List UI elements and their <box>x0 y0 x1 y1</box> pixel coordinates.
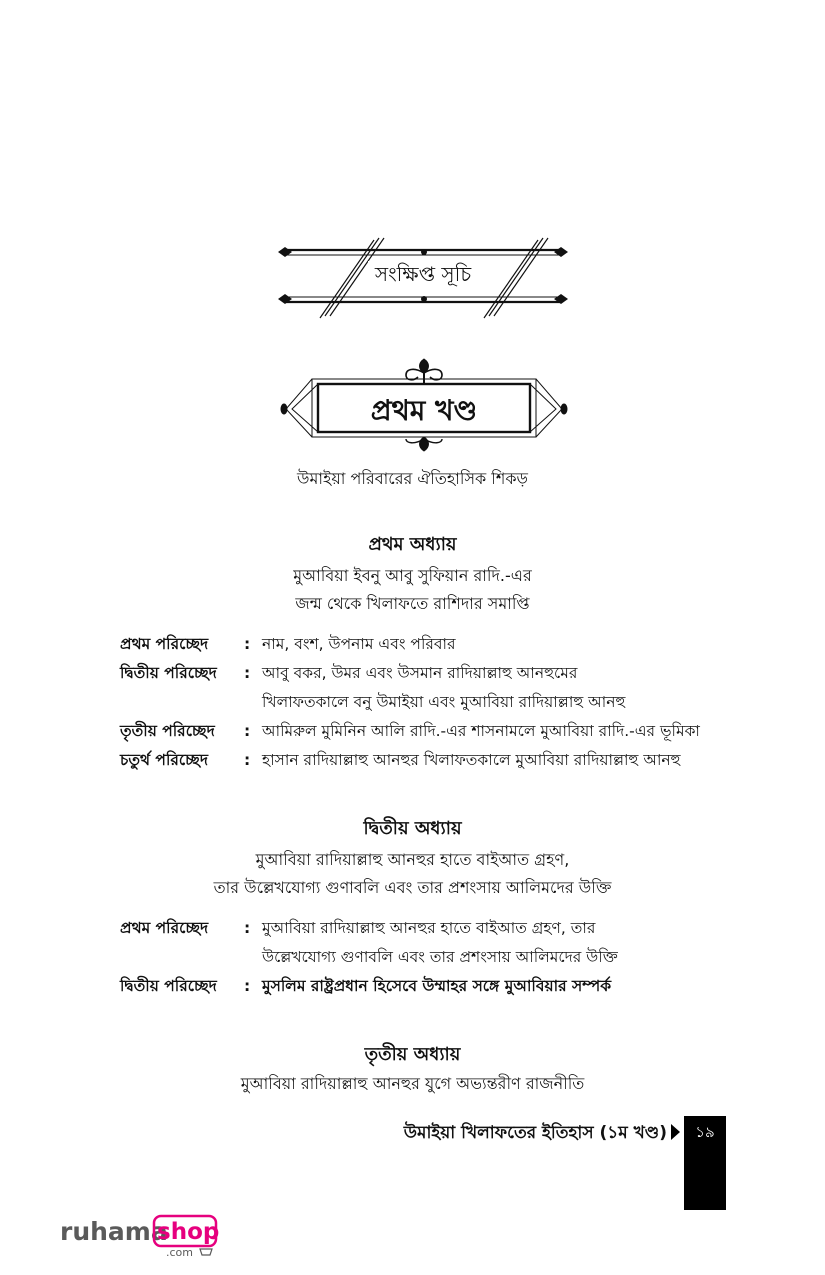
part-subtitle: উমাইয়া পরিবারের ঐতিহাসিক শিকড় <box>297 469 528 488</box>
section-label: দ্বিতীয় পরিচ্ছেদ <box>120 977 217 995</box>
section-label: তৃতীয় পরিচ্ছেদ <box>120 722 215 740</box>
section-colon: : <box>244 722 251 740</box>
part-title: প্রথম খণ্ড <box>370 394 478 427</box>
chapter-3-heading: তৃতীয় অধ্যায় <box>364 1044 461 1065</box>
section-row[interactable] <box>120 746 740 775</box>
section-label: প্রথম পরিচ্ছেদ <box>120 919 209 937</box>
section-label: চতুর্থ পরিচ্ছেদ <box>120 751 208 769</box>
section-title: আবু বকর, উমর এবং উসমান রাদিয়াল্লাহু আনহুমের <box>262 664 578 682</box>
section-colon: : <box>244 635 251 653</box>
section-row[interactable] <box>120 717 740 746</box>
chapter-2-heading: দ্বিতীয় অধ্যায় <box>363 818 462 839</box>
cart-icon <box>200 1249 212 1255</box>
chapter-1-desc-line: জন্ম থেকে খিলাফতে রাশিদার সমাপ্তি <box>295 594 530 613</box>
page-number: ১৯ <box>695 1123 715 1141</box>
toc-banner <box>276 234 570 320</box>
section-row-continued <box>120 688 740 717</box>
section-title: নাম, বংশ, উপনাম এবং পরিবার <box>262 635 456 653</box>
chapter-2-desc-line: মুআবিয়া রাদিয়াল্লাহু আনহুর হাতে বাইআত গ্রহণ, <box>255 850 570 869</box>
part-banner <box>278 357 570 453</box>
section-row-continued <box>120 943 740 972</box>
section-row[interactable] <box>120 972 740 1001</box>
section-colon: : <box>244 977 251 995</box>
page-number-tab <box>684 1116 726 1210</box>
logo-text-main: ruhama <box>60 1217 168 1246</box>
logo-text-badge: shop <box>157 1219 220 1245</box>
section-row[interactable] <box>120 630 740 659</box>
chapter-2-desc <box>0 846 825 902</box>
chapter-3-desc <box>0 1070 825 1098</box>
chapter-1-desc-line: মুআবিয়া ইবনু আবু সুফিয়ান রাদি.-এর <box>293 566 532 585</box>
section-title: মুসলিম রাষ্ট্রপ্রধান হিসেবে উম্মাহর সঙ্গে মুআবিয়ার সম্পর্ক <box>262 977 612 995</box>
section-title-continued: খিলাফতকালে বনু উমাইয়া এবং মুআবিয়া রাদিয়াল্লাহু আনহু <box>262 693 626 711</box>
chapter-1-desc <box>0 562 825 618</box>
section-row[interactable] <box>120 659 740 688</box>
section-title: হাসান রাদিয়াল্লাহু আনহুর খিলাফতকালে মুআবিয়া রাদিয়াল্লাহু আনহু <box>262 751 681 769</box>
section-label: প্রথম পরিচ্ছেদ <box>120 635 209 653</box>
ruhamashop-logo <box>60 1212 230 1260</box>
chapter-2-sections <box>120 914 740 1001</box>
section-colon: : <box>244 919 251 937</box>
toc-title: সংক্ষিপ্ত সূচি <box>374 262 472 286</box>
section-title-continued: উল্লেখযোগ্য গুণাবলি এবং তার প্রশংসায় আলিমদের উক্তি <box>262 948 618 966</box>
chapter-2-desc-line: তার উল্লেখযোগ্য গুণাবলি এবং তার প্রশংসায় আলিমদের উক্তি <box>213 878 612 897</box>
ruhamashop-logo-mark <box>60 1212 230 1260</box>
section-row[interactable] <box>120 914 740 943</box>
section-colon: : <box>244 751 251 769</box>
chapter-3-desc-line: মুআবিয়া রাদিয়াল্লাহু আনহুর যুগে অভ্যন্তরীণ রাজনীতি <box>240 1074 585 1093</box>
triangle-right-icon <box>671 1124 680 1140</box>
section-title: আমিরুল মুমিনিন আলি রাদি.-এর শাসনামলে মুআবিয়া রাদি.-এর ভূমিকা <box>262 722 700 740</box>
logo-text-domain: .com <box>166 1246 193 1259</box>
chapter-1-heading: প্রথম অধ্যায় <box>368 534 457 555</box>
section-title: মুআবিয়া রাদিয়াল্লাহু আনহুর হাতে বাইআত গ্রহণ, তার <box>262 919 596 937</box>
running-head: উমাইয়া খিলাফতের ইতিহাস (১ম খণ্ড) <box>403 1123 667 1143</box>
chapter-1-sections <box>120 630 740 775</box>
section-colon: : <box>244 664 251 682</box>
section-label: দ্বিতীয় পরিচ্ছেদ <box>120 664 217 682</box>
